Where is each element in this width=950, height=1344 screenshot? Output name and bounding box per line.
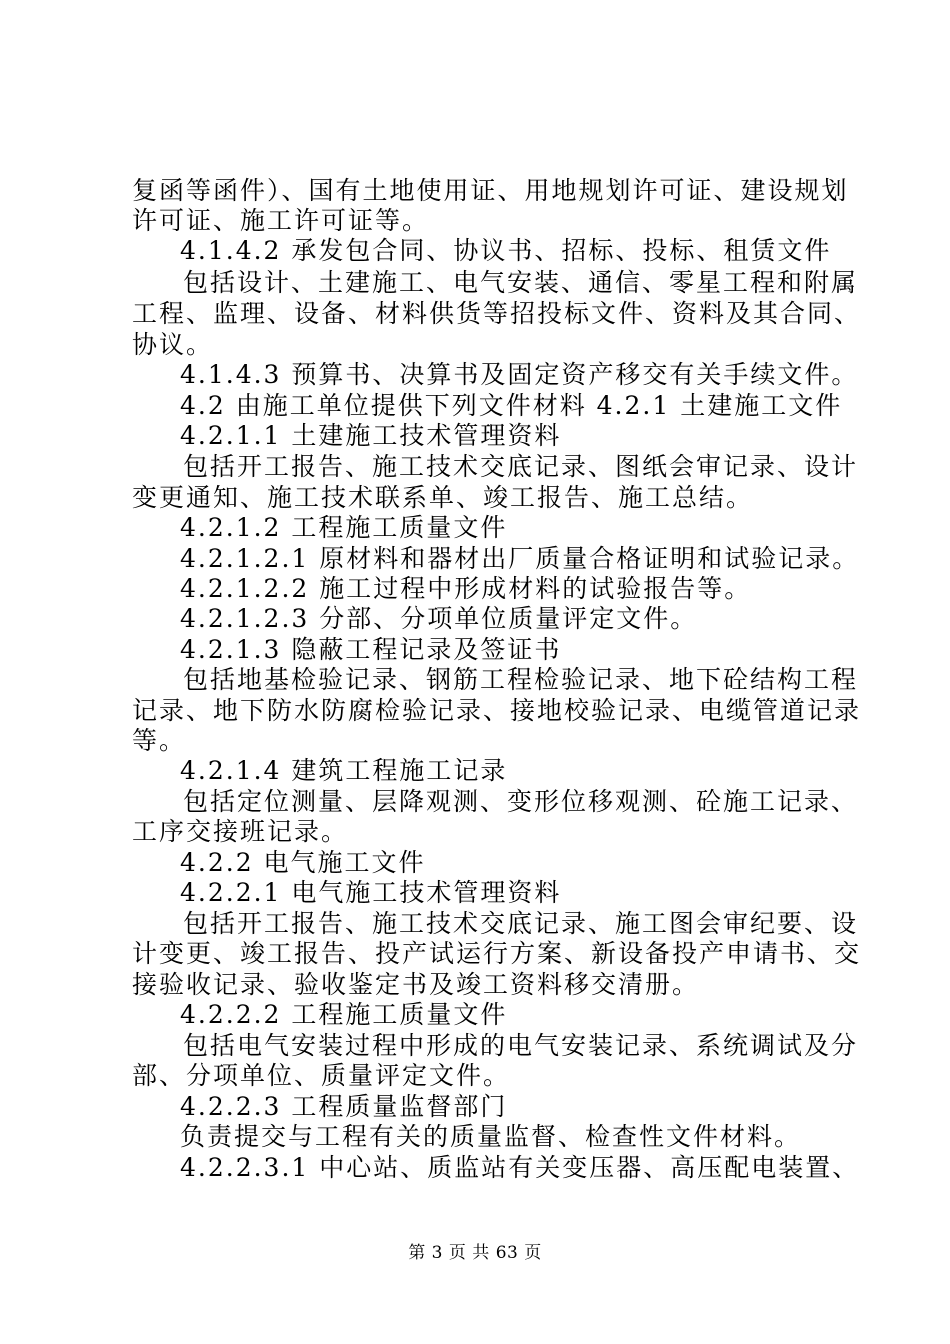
page-footer [0,1242,950,1264]
text-line: 包括地基检验记录、钢筋工程检验记录、地下砼结构工程 [183,665,859,694]
text-line: 许可证、施工许可证等。 [132,206,430,235]
section-heading: 4.2.1.2.1 原材料和器材出厂质量合格证明和试验记录。 [180,544,860,573]
section-heading: 4.1.4.3 预算书、决算书及固定资产移交有关手续文件。 [180,360,859,389]
section-heading: 4.2.2 电气施工文件 [180,848,426,877]
text-line: 负责提交与工程有关的质量监督、检查性文件材料。 [180,1122,802,1151]
text-line: 等。 [132,726,187,755]
section-heading: 4.2 由施工单位提供下列文件材料 4.2.1 土建施工文件 [180,391,843,420]
section-heading: 4.2.2.3.1 中心站、质监站有关变压器、高压配电装置、 [180,1153,860,1182]
text-line: 计变更、竣工报告、投产试运行方案、新设备投产申请书、交 [132,939,862,968]
text-line: 接验收记录、验收鉴定书及竣工资料移交清册。 [132,970,700,999]
text-line: 包括电气安装过程中形成的电气安装记录、系统调试及分 [183,1031,859,1060]
text-line: 记录、地下防水防腐检验记录、接地校验记录、电缆管道记录 [132,696,862,725]
section-heading: 4.2.2.1 电气施工技术管理资料 [180,878,562,907]
text-line: 工程、监理、设备、材料供货等招投标文件、资料及其合同、 [132,299,862,328]
text-line: 工序交接班记录。 [132,817,349,846]
text-line: 包括定位测量、层降观测、变形位移观测、砼施工记录、 [183,787,859,816]
text-line: 变更通知、施工技术联系单、竣工报告、施工总结。 [132,483,754,512]
text-line: 包括开工报告、施工技术交底记录、图纸会审记录、设计 [183,452,859,481]
section-heading: 4.1.4.2 承发包合同、协议书、招标、投标、租赁文件 [180,236,832,265]
section-heading: 4.2.1.1 土建施工技术管理资料 [180,421,562,450]
text-line: 复函等函件）、国有土地使用证、用地规划许可证、建设规划 [132,176,849,205]
section-heading: 4.2.2.3 工程质量监督部门 [180,1092,508,1121]
section-heading: 4.2.1.4 建筑工程施工记录 [180,756,508,785]
text-line: 协议。 [132,330,214,359]
text-line: 包括开工报告、施工技术交底记录、施工图会审纪要、设 [183,909,859,938]
section-heading: 4.2.1.2 工程施工质量文件 [180,513,508,542]
text-line: 部、分项单位、质量评定文件。 [132,1061,511,1090]
page-number: 第 3 页 共 63 页 [408,1243,542,1263]
section-heading: 4.2.1.2.2 施工过程中形成材料的试验报告等。 [180,574,752,603]
section-heading: 4.2.2.2 工程施工质量文件 [180,1000,508,1029]
section-heading: 4.2.1.3 隐蔽工程记录及签证书 [180,635,562,664]
text-line: 包括设计、土建施工、电气安装、通信、零星工程和附属 [183,268,859,297]
section-heading: 4.2.1.2.3 分部、分项单位质量评定文件。 [180,604,698,633]
